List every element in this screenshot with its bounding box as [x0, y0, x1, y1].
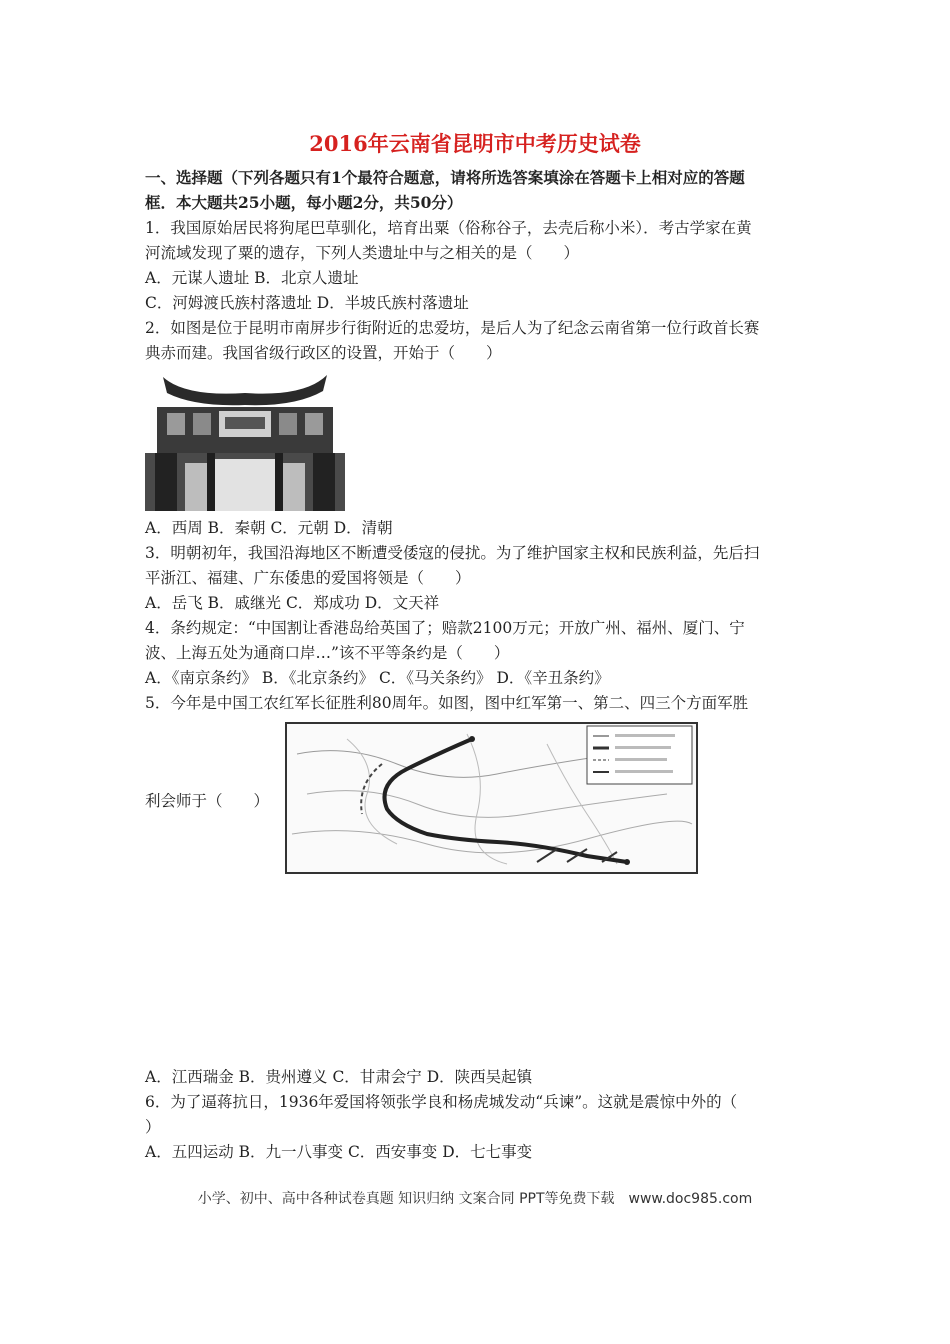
question-5-stem-line-2: 利会师于（ ） [145, 792, 270, 810]
section-heading-line-1: 一、选择题（下列各题只有1个最符合题意，请将所选答案填涂在答题卡上相对应的答题 [145, 168, 745, 187]
question-3-stem-line-2: 平浙江、福建、广东倭患的爱国将领是（ ） [145, 569, 471, 587]
question-4-stem-line-2: 波、上海五处为通商口岸…”该不平等条约是（ ） [145, 644, 510, 662]
question-1-stem-line-2: 河流域发现了粟的遗存，下列人类遗址中与之相关的是（ ） [145, 244, 580, 262]
question-6-stem-line-1: 6．为了逼蒋抗日，1936年爱国将领张学良和杨虎城发动“兵谏”。这就是震惊中外的（ [145, 1093, 738, 1111]
question-1-options-line-1: A．元谋人遗址 B．北京人遗址 [145, 269, 359, 287]
memorial-archway-photo [145, 367, 345, 511]
question-5-stem-line-1: 5．今年是中国工农红军长征胜利80周年。如图，图中红军第一、第二、四三个方面军胜 [145, 694, 749, 712]
section-heading-line-2: 框．本大题共25小题，每小题2分，共50分） [145, 193, 463, 212]
question-2-options: A．西周 B．秦朝 C．元朝 D．清朝 [145, 519, 393, 537]
question-4-stem-line-1: 4．条约规定：“中国割让香港岛给英国了；赔款2100万元；开放广州、福州、厦门、宁 [145, 619, 745, 637]
page-title: 2016年云南省昆明市中考历史试卷 [309, 131, 641, 156]
page-footer: 小学、初中、高中各种试卷真题 知识归纳 文案合同 PPT等免费下载 www.doc985.com [197, 1191, 753, 1207]
question-2-stem-line-2: 典赤而建。我国省级行政区的设置，开始于（ ） [145, 344, 502, 362]
question-4-options: A．《南京条约》 B．《北京条约》 C．《马关条约》 D．《辛丑条约》 [145, 669, 610, 687]
question-3-options: A．岳飞 B．戚继光 C．郑成功 D．文天祥 [145, 594, 440, 612]
question-6-stem-line-2: ） [145, 1118, 161, 1136]
question-1-stem-line-1: 1．我国原始居民将狗尾巴草驯化，培育出粟（俗称谷子，去壳后称小米）．考古学家在黄 [145, 219, 752, 237]
long-march-route-map [285, 722, 698, 874]
question-5-options: A．江西瑞金 B．贵州遵义 C．甘肃会宁 D．陕西吴起镇 [145, 1068, 533, 1086]
question-2-stem-line-1: 2．如图是位于昆明市南屏步行街附近的忠爱坊，是后人为了纪念云南省第一位行政首长赛 [145, 319, 760, 337]
question-3-stem-line-1: 3．明朝初年，我国沿海地区不断遭受倭寇的侵扰。为了维护国家主权和民族利益，先后扫 [145, 544, 760, 562]
question-1-options-line-2: C．河姆渡氏族村落遗址 D．半坡氏族村落遗址 [145, 294, 469, 312]
question-6-options: A．五四运动 B．九一八事变 C．西安事变 D．七七事变 [145, 1143, 533, 1161]
